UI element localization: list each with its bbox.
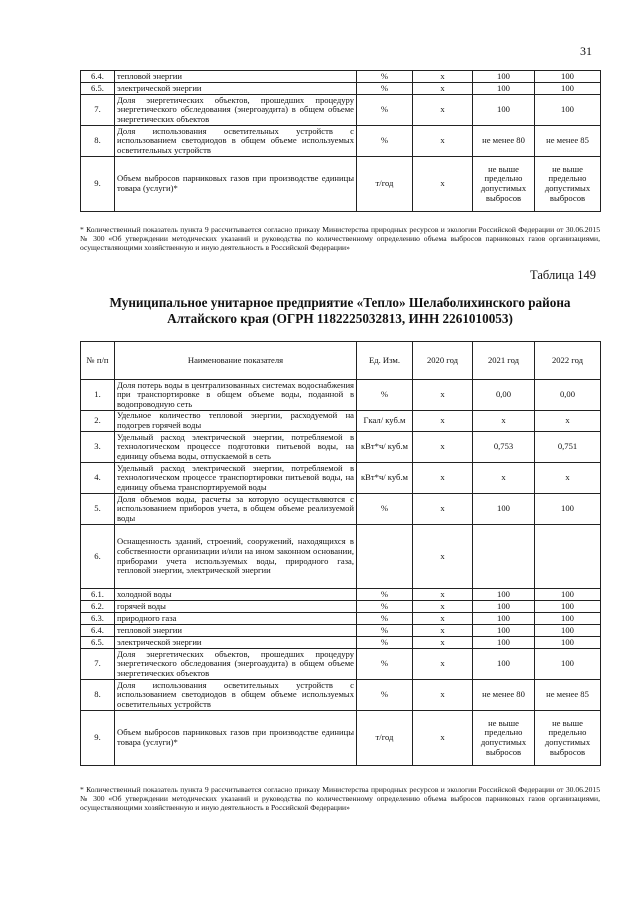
row-value-2022: не выше предельно допустимых выбросов bbox=[535, 711, 601, 766]
row-unit: % bbox=[357, 494, 413, 525]
top-table-footnote: * Количественный показатель пункта 9 рассчитывается согласно приказу Министерства природных ресурсов и экологии Российской Федерации от 30.06.2015 № 300 «Об утверждении методических указаний и руководства по количественному определению объема выбросов парниковых газов организациями, осуществляющими хозяйственную и иную деятельность в Российской Федерации» bbox=[80, 225, 600, 252]
row-value-2022 bbox=[535, 525, 601, 589]
row-value-2021: 100 bbox=[473, 71, 535, 83]
row-value-2021: не выше предельно допустимых выбросов bbox=[473, 157, 535, 212]
row-unit: % bbox=[357, 613, 413, 625]
row-indicator-name: электрической энергии bbox=[115, 637, 357, 649]
table-row bbox=[81, 494, 601, 525]
row-value-2020: х bbox=[413, 494, 473, 525]
row-value-2021: 100 bbox=[473, 589, 535, 601]
row-unit: % bbox=[357, 589, 413, 601]
row-value-2021: 100 bbox=[473, 601, 535, 613]
row-value-2020: х bbox=[413, 95, 473, 126]
row-value-2022: х bbox=[535, 411, 601, 432]
row-value-2021: 0,00 bbox=[473, 380, 535, 411]
row-value-2022: 100 bbox=[535, 589, 601, 601]
row-number: 6. bbox=[81, 525, 115, 589]
row-value-2020: х bbox=[413, 157, 473, 212]
row-number: 6.2. bbox=[81, 601, 115, 613]
row-value-2021: 100 bbox=[473, 83, 535, 95]
table-row bbox=[81, 463, 601, 494]
row-unit: % bbox=[357, 95, 413, 126]
table-row bbox=[81, 126, 601, 157]
row-value-2022: 100 bbox=[535, 494, 601, 525]
row-unit: % bbox=[357, 380, 413, 411]
row-value-2020: х bbox=[413, 613, 473, 625]
table-row bbox=[81, 625, 601, 637]
row-value-2022: 0,00 bbox=[535, 380, 601, 411]
row-indicator-name: Оснащенность зданий, строений, сооружений, находящихся в собственности организации и/или на ином законном основании, приборами учета используемых воды, природного газа, тепловой энергии, электрической энергии bbox=[115, 525, 357, 589]
row-indicator-name: Удельный расход электрической энергии, потребляемой в технологическом процессе транспортировки питьевой воды, на единицу объема транспортируемой воды bbox=[115, 463, 357, 494]
header-number: № п/п bbox=[81, 342, 115, 380]
row-value-2021: 100 bbox=[473, 95, 535, 126]
row-value-2020: х bbox=[413, 711, 473, 766]
table-row bbox=[81, 157, 601, 212]
row-unit: % bbox=[357, 83, 413, 95]
row-number: 3. bbox=[81, 432, 115, 463]
row-value-2020: х bbox=[413, 589, 473, 601]
page-number: 31 bbox=[580, 44, 592, 58]
row-value-2020: х bbox=[413, 625, 473, 637]
row-value-2022: не менее 85 bbox=[535, 680, 601, 711]
table-row bbox=[81, 589, 601, 601]
row-value-2021: 100 bbox=[473, 613, 535, 625]
row-unit: % bbox=[357, 126, 413, 157]
header-indicator-name: Наименование показателя bbox=[115, 342, 357, 380]
row-value-2020: х bbox=[413, 637, 473, 649]
table-row bbox=[81, 380, 601, 411]
row-value-2021 bbox=[473, 525, 535, 589]
table-row bbox=[81, 411, 601, 432]
row-number: 2. bbox=[81, 411, 115, 432]
row-number: 6.1. bbox=[81, 589, 115, 601]
row-value-2020: х bbox=[413, 411, 473, 432]
row-number: 6.3. bbox=[81, 613, 115, 625]
header-year-2021: 2021 год bbox=[473, 342, 535, 380]
organization-title: Муниципальное унитарное предприятие «Тепло» Шелаболихинского района Алтайского края (ОГРН 1182225032813, ИНН 2261010053) bbox=[109, 295, 571, 326]
row-indicator-name: холодной воды bbox=[115, 589, 357, 601]
top-table-body bbox=[81, 71, 601, 212]
row-number: 4. bbox=[81, 463, 115, 494]
table-row bbox=[81, 432, 601, 463]
row-value-2022: не выше предельно допустимых выбросов bbox=[535, 157, 601, 212]
row-value-2020: х bbox=[413, 126, 473, 157]
table-row bbox=[81, 95, 601, 126]
row-indicator-name: электрической энергии bbox=[115, 83, 357, 95]
row-value-2021: не менее 80 bbox=[473, 126, 535, 157]
row-value-2022: 100 bbox=[535, 95, 601, 126]
row-indicator-name: Удельное количество тепловой энергии, расходуемой на подогрев горячей воды bbox=[115, 411, 357, 432]
row-unit: т/год bbox=[357, 157, 413, 212]
row-unit: Гкал/ куб.м bbox=[357, 411, 413, 432]
row-value-2020: х bbox=[413, 601, 473, 613]
row-number: 8. bbox=[81, 680, 115, 711]
continued-indicators-table bbox=[80, 70, 601, 212]
row-value-2020: х bbox=[413, 380, 473, 411]
row-value-2022: 100 bbox=[535, 637, 601, 649]
row-unit: кВт*ч/ куб.м bbox=[357, 432, 413, 463]
row-value-2022: х bbox=[535, 463, 601, 494]
row-number: 8. bbox=[81, 126, 115, 157]
row-value-2021: 0,753 bbox=[473, 432, 535, 463]
row-value-2022: 100 bbox=[535, 649, 601, 680]
row-value-2021: 100 bbox=[473, 637, 535, 649]
table-row bbox=[81, 680, 601, 711]
row-value-2022: 100 bbox=[535, 625, 601, 637]
table-row bbox=[81, 83, 601, 95]
main-table-footnote: * Количественный показатель пункта 9 рассчитывается согласно приказу Министерства природных ресурсов и экологии Российской Федерации от 30.06.2015 № 300 «Об утверждении методических указаний и руководства по количественному определению объема выбросов парниковых газов организациями, осуществляющими хозяйственную и иную деятельность в Российской Федерации» bbox=[80, 785, 600, 812]
row-value-2020: х bbox=[413, 649, 473, 680]
row-number: 6.5. bbox=[81, 83, 115, 95]
row-number: 9. bbox=[81, 157, 115, 212]
row-value-2020: х bbox=[413, 83, 473, 95]
table-header-row bbox=[81, 342, 601, 380]
table-caption: Таблица 149 bbox=[530, 268, 596, 282]
row-value-2022: 100 bbox=[535, 613, 601, 625]
row-indicator-name: тепловой энергии bbox=[115, 625, 357, 637]
row-value-2020: х bbox=[413, 680, 473, 711]
row-unit: % bbox=[357, 625, 413, 637]
row-indicator-name: природного газа bbox=[115, 613, 357, 625]
row-unit: кВт*ч/ куб.м bbox=[357, 463, 413, 494]
row-indicator-name: Доля энергетических объектов, прошедших процедуру энергетического обследования (энергоаудита) в общем объеме энергетических объектов bbox=[115, 649, 357, 680]
row-value-2022: 0,751 bbox=[535, 432, 601, 463]
table-row bbox=[81, 649, 601, 680]
row-value-2020: х bbox=[413, 71, 473, 83]
row-indicator-name: Доля потерь воды в централизованных системах водоснабжения при транспортировке в общем объеме воды, поданной в водопроводную сеть bbox=[115, 380, 357, 411]
row-value-2021: х bbox=[473, 463, 535, 494]
row-number: 9. bbox=[81, 711, 115, 766]
row-indicator-name: Удельный расход электрической энергии, потребляемой в технологическом процессе подготовки питьевой воды, на единицу объема воды, отпускаемой в сеть bbox=[115, 432, 357, 463]
row-number: 6.4. bbox=[81, 625, 115, 637]
row-value-2022: не менее 85 bbox=[535, 126, 601, 157]
row-unit bbox=[357, 525, 413, 589]
row-value-2021: не менее 80 bbox=[473, 680, 535, 711]
row-unit: % bbox=[357, 601, 413, 613]
table-row bbox=[81, 601, 601, 613]
row-unit: т/год bbox=[357, 711, 413, 766]
row-value-2022: 100 bbox=[535, 71, 601, 83]
table-row bbox=[81, 637, 601, 649]
row-unit: % bbox=[357, 649, 413, 680]
row-value-2021: 100 bbox=[473, 649, 535, 680]
row-unit: % bbox=[357, 637, 413, 649]
table-row bbox=[81, 613, 601, 625]
row-value-2022: 100 bbox=[535, 601, 601, 613]
row-indicator-name: горячей воды bbox=[115, 601, 357, 613]
row-number: 5. bbox=[81, 494, 115, 525]
header-year-2020: 2020 год bbox=[413, 342, 473, 380]
row-value-2021: не выше предельно допустимых выбросов bbox=[473, 711, 535, 766]
table-row bbox=[81, 525, 601, 589]
table-row bbox=[81, 71, 601, 83]
table-row bbox=[81, 711, 601, 766]
row-value-2021: 100 bbox=[473, 494, 535, 525]
main-table-body bbox=[81, 380, 601, 766]
row-indicator-name: Доля энергетических объектов, прошедших процедуру энергетического обследования (энергоаудита) в общем объеме энергетических объектов bbox=[115, 95, 357, 126]
header-unit: Ед. Изм. bbox=[357, 342, 413, 380]
row-indicator-name: Объем выбросов парниковых газов при производстве единицы товара (услуги)* bbox=[115, 157, 357, 212]
row-indicator-name: Доля использования осветительных устройств с использованием светодиодов в общем объеме используемых осветительных устройств bbox=[115, 126, 357, 157]
row-unit: % bbox=[357, 680, 413, 711]
row-number: 7. bbox=[81, 649, 115, 680]
row-indicator-name: Доля объемов воды, расчеты за которую осуществляются с использованием приборов учета, в общем объеме реализуемой воды bbox=[115, 494, 357, 525]
indicators-table bbox=[80, 341, 601, 766]
row-value-2020: х bbox=[413, 525, 473, 589]
row-value-2021: х bbox=[473, 411, 535, 432]
row-unit: % bbox=[357, 71, 413, 83]
row-number: 7. bbox=[81, 95, 115, 126]
row-value-2020: х bbox=[413, 463, 473, 494]
row-value-2020: х bbox=[413, 432, 473, 463]
row-indicator-name: Доля использования осветительных устройств с использованием светодиодов в общем объеме используемых осветительных устройств bbox=[115, 680, 357, 711]
row-value-2022: 100 bbox=[535, 83, 601, 95]
row-value-2021: 100 bbox=[473, 625, 535, 637]
row-number: 1. bbox=[81, 380, 115, 411]
row-number: 6.5. bbox=[81, 637, 115, 649]
row-number: 6.4. bbox=[81, 71, 115, 83]
header-year-2022: 2022 год bbox=[535, 342, 601, 380]
row-indicator-name: тепловой энергии bbox=[115, 71, 357, 83]
row-indicator-name: Объем выбросов парниковых газов при производстве единицы товара (услуги)* bbox=[115, 711, 357, 766]
